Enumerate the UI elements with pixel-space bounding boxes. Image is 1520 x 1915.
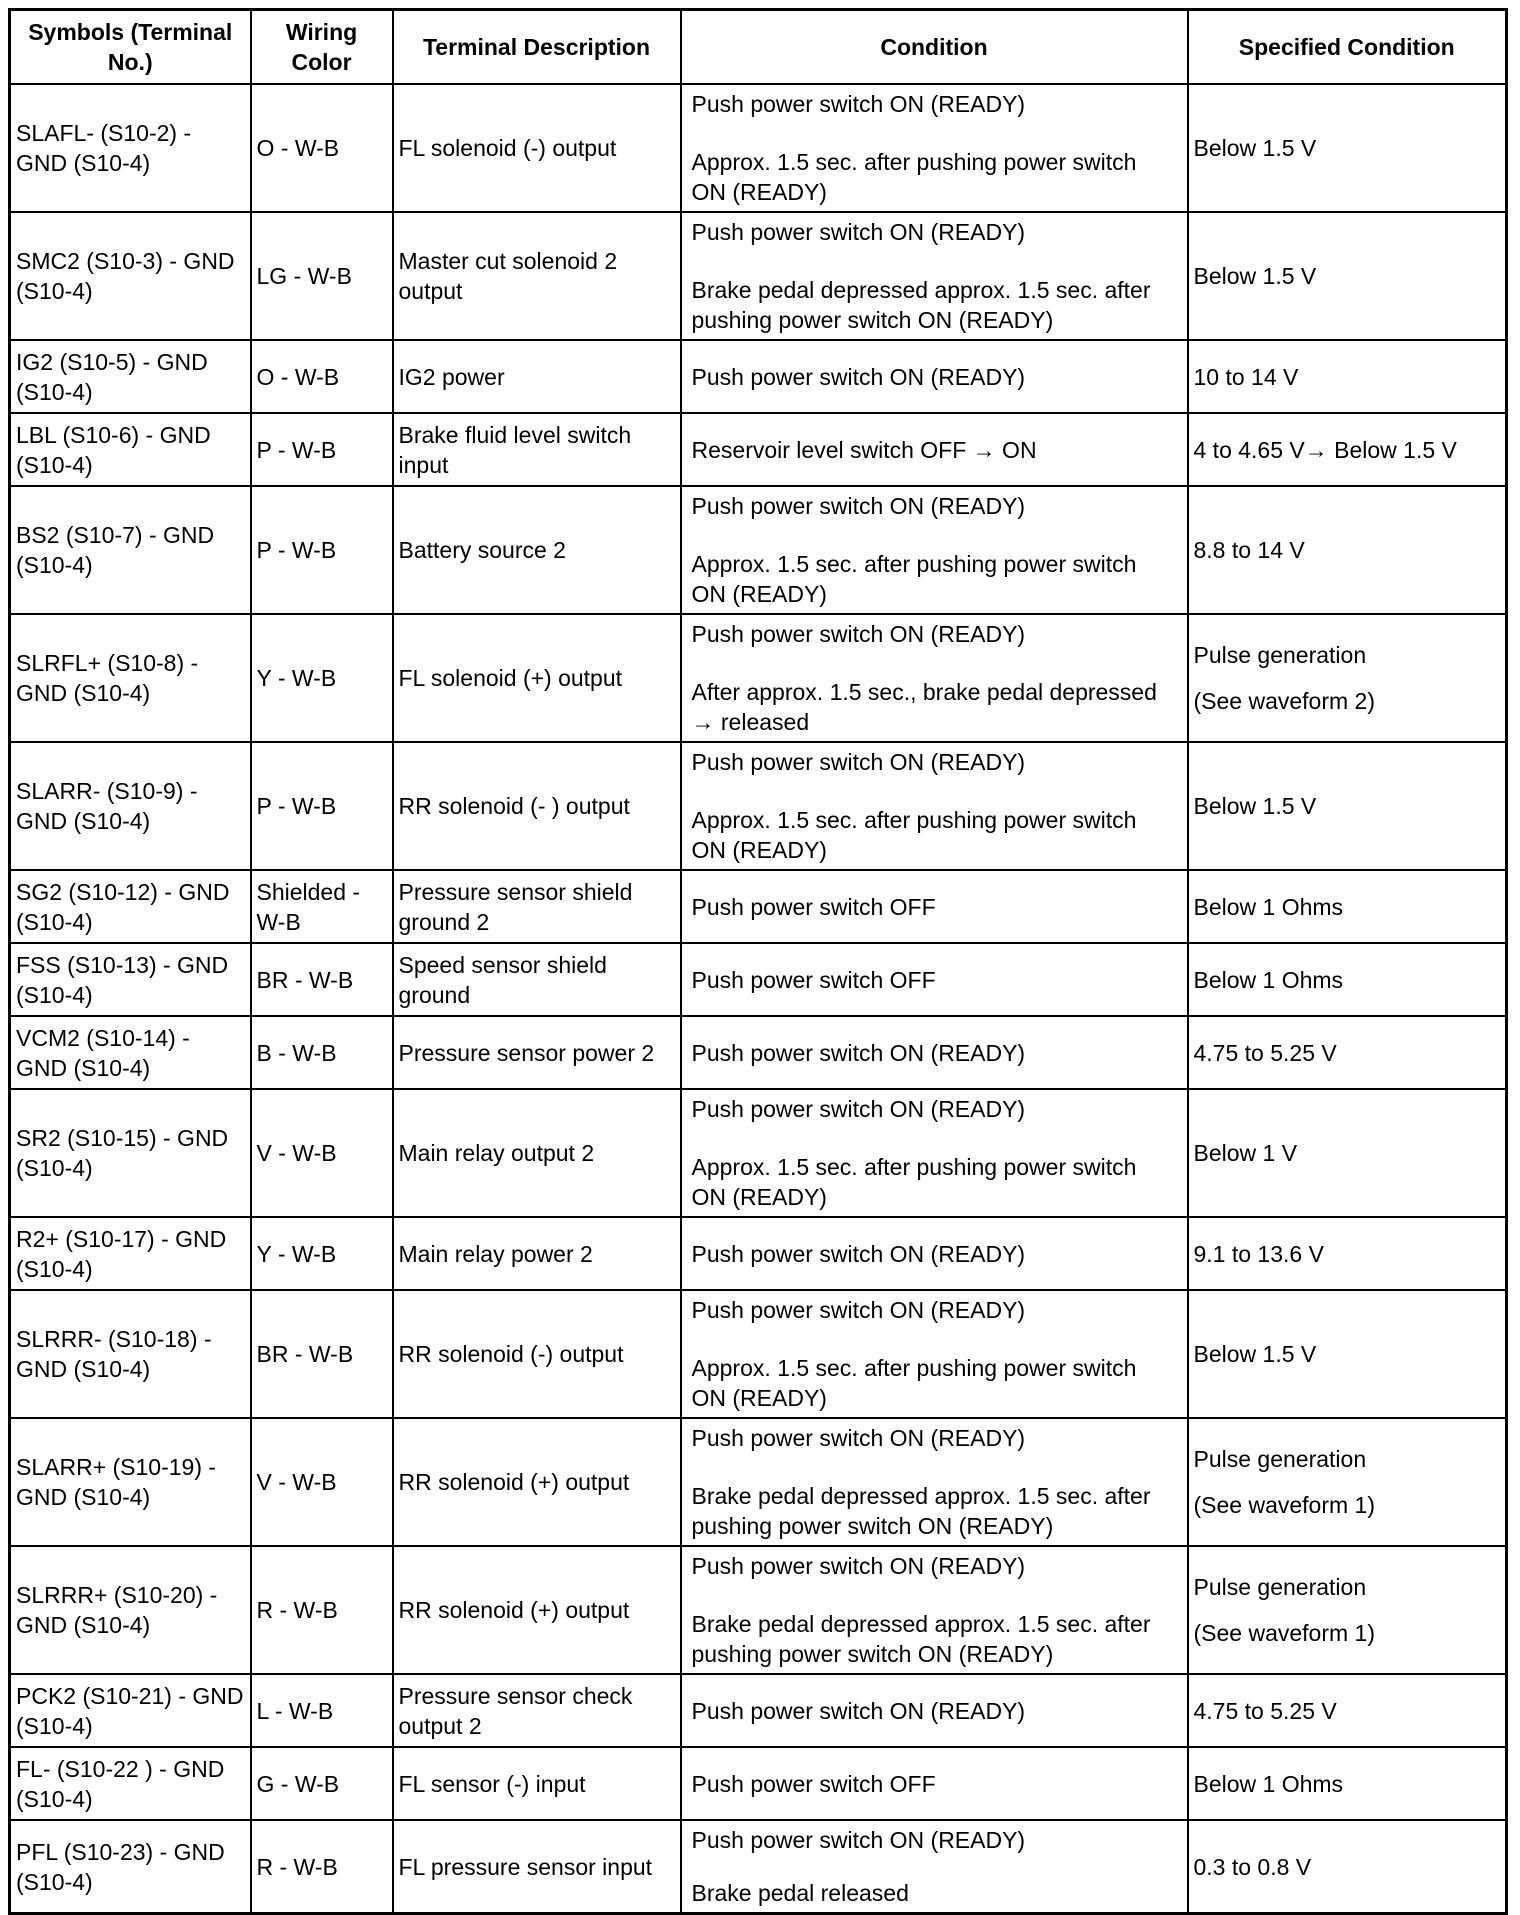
cell-specified-condition bbox=[1188, 870, 1507, 943]
cell-condition bbox=[681, 742, 1188, 870]
cell-symbol: PFL (S10-23) - GND (S10-4) bbox=[10, 1820, 251, 1914]
cell-symbol: BS2 (S10-7) - GND (S10-4) bbox=[10, 486, 251, 614]
cell-terminal-description: FL solenoid (-) output bbox=[393, 84, 681, 212]
cell-specified-condition bbox=[1188, 1747, 1507, 1820]
header-symbols: Symbols (Terminal No.) bbox=[10, 10, 251, 85]
cell-terminal-description: Pressure sensor check output 2 bbox=[393, 1674, 681, 1747]
cell-terminal-description: IG2 power bbox=[393, 340, 681, 413]
cell-condition bbox=[681, 1418, 1188, 1546]
condition-lines bbox=[687, 1549, 1182, 1671]
cell-specified-condition bbox=[1188, 1089, 1507, 1217]
terminal-spec-document bbox=[8, 8, 1505, 1915]
cell-wiring-color: Shielded - W-B bbox=[251, 870, 393, 943]
header-terminal-description: Terminal Description bbox=[393, 10, 681, 85]
condition-line: Brake pedal released bbox=[691, 1880, 909, 1906]
cell-terminal-description: FL solenoid (+) output bbox=[393, 614, 681, 742]
condition-line: Brake pedal depressed approx. 1.5 sec. after pushing power switch ON (READY) bbox=[691, 1483, 1151, 1539]
condition-line: Push power switch ON (READY) bbox=[691, 1297, 1026, 1323]
condition-lines bbox=[687, 745, 1182, 867]
condition-line: Reservoir level switch OFF → ON bbox=[691, 436, 1037, 463]
table-body bbox=[10, 84, 1507, 1914]
condition-line: Brake pedal depressed approx. 1.5 sec. after pushing power switch ON (READY) bbox=[691, 277, 1151, 333]
cell-specified-condition bbox=[1188, 1290, 1507, 1418]
cell-condition bbox=[681, 943, 1188, 1016]
condition-lines bbox=[687, 1823, 1182, 1910]
specified-line: 10 to 14 V bbox=[1193, 363, 1299, 390]
table-row bbox=[10, 742, 1507, 870]
cell-condition bbox=[681, 1016, 1188, 1089]
cell-symbol: FL- (S10-22 ) - GND (S10-4) bbox=[10, 1747, 251, 1820]
header-wiring-color: Wiring Color bbox=[251, 10, 393, 85]
cell-terminal-description: Main relay power 2 bbox=[393, 1217, 681, 1290]
condition-line: Push power switch OFF bbox=[691, 966, 936, 993]
cell-wiring-color: B - W-B bbox=[251, 1016, 393, 1089]
cell-symbol: VCM2 (S10-14) - GND (S10-4) bbox=[10, 1016, 251, 1089]
cell-condition bbox=[681, 486, 1188, 614]
cell-symbol: SLRRR+ (S10-20) - GND (S10-4) bbox=[10, 1546, 251, 1674]
condition-lines bbox=[687, 946, 1182, 1013]
condition-line: Approx. 1.5 sec. after pushing power switch ON (READY) bbox=[691, 1154, 1137, 1210]
condition-line: Push power switch ON (READY) bbox=[691, 493, 1026, 519]
cell-symbol: IG2 (S10-5) - GND (S10-4) bbox=[10, 340, 251, 413]
specified-line: Below 1 Ohms bbox=[1193, 893, 1344, 920]
cell-wiring-color: P - W-B bbox=[251, 413, 393, 486]
condition-line: Push power switch ON (READY) bbox=[691, 91, 1026, 117]
specified-line: Below 1 V bbox=[1193, 1140, 1298, 1166]
cell-terminal-description: Brake fluid level switch input bbox=[393, 413, 681, 486]
cell-condition bbox=[681, 1820, 1188, 1914]
cell-specified-condition bbox=[1188, 742, 1507, 870]
cell-wiring-color: Y - W-B bbox=[251, 614, 393, 742]
cell-terminal-description: RR solenoid (+) output bbox=[393, 1418, 681, 1546]
specified-line: Below 1 Ohms bbox=[1193, 1770, 1344, 1797]
condition-line: Push power switch ON (READY) bbox=[691, 621, 1026, 647]
header-condition: Condition bbox=[681, 10, 1188, 85]
cell-symbol: PCK2 (S10-21) - GND (S10-4) bbox=[10, 1674, 251, 1747]
cell-wiring-color: V - W-B bbox=[251, 1089, 393, 1217]
cell-wiring-color: R - W-B bbox=[251, 1546, 393, 1674]
cell-specified-condition bbox=[1188, 1217, 1507, 1290]
cell-wiring-color: Y - W-B bbox=[251, 1217, 393, 1290]
condition-line: Push power switch ON (READY) bbox=[691, 1553, 1026, 1579]
cell-specified-condition bbox=[1188, 84, 1507, 212]
condition-lines bbox=[687, 416, 1182, 483]
specified-line: Below 1.5 V bbox=[1193, 1341, 1317, 1367]
condition-line: Push power switch OFF bbox=[691, 1770, 936, 1797]
condition-lines bbox=[687, 87, 1182, 209]
cell-wiring-color: O - W-B bbox=[251, 340, 393, 413]
condition-line: Push power switch ON (READY) bbox=[691, 1096, 1026, 1122]
table-row bbox=[10, 1418, 1507, 1546]
specified-line: 4 to 4.65 V→ Below 1.5 V bbox=[1193, 436, 1457, 463]
table-row bbox=[10, 1546, 1507, 1674]
condition-line: Push power switch ON (READY) bbox=[691, 1039, 1026, 1066]
condition-lines bbox=[687, 215, 1182, 337]
cell-terminal-description: Master cut solenoid 2 output bbox=[393, 212, 681, 340]
condition-line: Approx. 1.5 sec. after pushing power switch ON (READY) bbox=[691, 1355, 1137, 1411]
cell-specified-condition bbox=[1188, 614, 1507, 742]
specified-line: Below 1.5 V bbox=[1193, 263, 1317, 289]
condition-lines bbox=[687, 489, 1182, 611]
table-row bbox=[10, 340, 1507, 413]
cell-specified-condition bbox=[1188, 413, 1507, 486]
cell-wiring-color: V - W-B bbox=[251, 1418, 393, 1546]
specified-line: 8.8 to 14 V bbox=[1193, 537, 1305, 563]
cell-symbol: FSS (S10-13) - GND (S10-4) bbox=[10, 943, 251, 1016]
cell-terminal-description: Pressure sensor power 2 bbox=[393, 1016, 681, 1089]
cell-symbol: SLAFL- (S10-2) - GND (S10-4) bbox=[10, 84, 251, 212]
table-row bbox=[10, 1747, 1507, 1820]
condition-line: Approx. 1.5 sec. after pushing power switch ON (READY) bbox=[691, 551, 1137, 607]
condition-line: Push power switch ON (READY) bbox=[691, 363, 1026, 390]
specified-line: (See waveform 1) bbox=[1193, 1492, 1376, 1518]
cell-condition bbox=[681, 1546, 1188, 1674]
condition-line: After approx. 1.5 sec., brake pedal depressed → released bbox=[691, 679, 1157, 735]
cell-wiring-color: P - W-B bbox=[251, 486, 393, 614]
condition-line: Push power switch ON (READY) bbox=[691, 1425, 1026, 1451]
header-row bbox=[10, 10, 1507, 85]
cell-symbol: SLRFL+ (S10-8) - GND (S10-4) bbox=[10, 614, 251, 742]
cell-specified-condition bbox=[1188, 340, 1507, 413]
table-row bbox=[10, 1016, 1507, 1089]
cell-condition bbox=[681, 1290, 1188, 1418]
table-row bbox=[10, 870, 1507, 943]
specified-line: Below 1.5 V bbox=[1193, 135, 1317, 161]
specified-line: 9.1 to 13.6 V bbox=[1193, 1240, 1324, 1267]
cell-specified-condition bbox=[1188, 1674, 1507, 1747]
condition-line: Push power switch ON (READY) bbox=[691, 1827, 1026, 1853]
condition-lines bbox=[687, 1220, 1182, 1287]
cell-specified-condition bbox=[1188, 212, 1507, 340]
cell-condition bbox=[681, 1747, 1188, 1820]
cell-wiring-color: P - W-B bbox=[251, 742, 393, 870]
table-row bbox=[10, 1089, 1507, 1217]
cell-wiring-color: G - W-B bbox=[251, 1747, 393, 1820]
specified-line: Pulse generation bbox=[1193, 1574, 1367, 1600]
condition-line: Push power switch ON (READY) bbox=[691, 219, 1026, 245]
cell-terminal-description: RR solenoid (+) output bbox=[393, 1546, 681, 1674]
specified-line: 4.75 to 5.25 V bbox=[1193, 1697, 1337, 1724]
cell-condition bbox=[681, 340, 1188, 413]
table-row bbox=[10, 1674, 1507, 1747]
cell-terminal-description: Main relay output 2 bbox=[393, 1089, 681, 1217]
cell-terminal-description: Pressure sensor shield ground 2 bbox=[393, 870, 681, 943]
condition-line: Approx. 1.5 sec. after pushing power switch ON (READY) bbox=[691, 807, 1137, 863]
specified-line: Below 1 Ohms bbox=[1193, 966, 1344, 993]
cell-symbol: SR2 (S10-15) - GND (S10-4) bbox=[10, 1089, 251, 1217]
condition-line: Approx. 1.5 sec. after pushing power switch ON (READY) bbox=[691, 149, 1137, 205]
cell-condition bbox=[681, 870, 1188, 943]
cell-symbol: R2+ (S10-17) - GND (S10-4) bbox=[10, 1217, 251, 1290]
cell-condition bbox=[681, 1217, 1188, 1290]
table-row bbox=[10, 943, 1507, 1016]
cell-terminal-description: FL pressure sensor input bbox=[393, 1820, 681, 1914]
cell-specified-condition bbox=[1188, 1546, 1507, 1674]
cell-symbol: SLARR+ (S10-19) - GND (S10-4) bbox=[10, 1418, 251, 1546]
cell-condition bbox=[681, 614, 1188, 742]
cell-condition bbox=[681, 84, 1188, 212]
cell-terminal-description: Speed sensor shield ground bbox=[393, 943, 681, 1016]
specified-line: Pulse generation bbox=[1193, 1446, 1367, 1472]
table-header bbox=[10, 10, 1507, 85]
condition-lines bbox=[687, 1750, 1182, 1817]
condition-lines bbox=[687, 343, 1182, 410]
condition-line: Push power switch ON (READY) bbox=[691, 1697, 1026, 1724]
cell-specified-condition bbox=[1188, 943, 1507, 1016]
header-specified-condition: Specified Condition bbox=[1188, 10, 1507, 85]
cell-terminal-description: Battery source 2 bbox=[393, 486, 681, 614]
cell-specified-condition bbox=[1188, 1418, 1507, 1546]
cell-condition bbox=[681, 413, 1188, 486]
table-row bbox=[10, 413, 1507, 486]
cell-terminal-description: RR solenoid (-) output bbox=[393, 1290, 681, 1418]
cell-specified-condition bbox=[1188, 1016, 1507, 1089]
cell-wiring-color: LG - W-B bbox=[251, 212, 393, 340]
cell-wiring-color: BR - W-B bbox=[251, 1290, 393, 1418]
cell-wiring-color: L - W-B bbox=[251, 1674, 393, 1747]
condition-line: Push power switch OFF bbox=[691, 893, 936, 920]
condition-lines bbox=[687, 1421, 1182, 1543]
table-row bbox=[10, 486, 1507, 614]
condition-lines bbox=[687, 873, 1182, 940]
condition-lines bbox=[687, 1019, 1182, 1086]
specified-line: (See waveform 1) bbox=[1193, 1620, 1376, 1646]
table-row bbox=[10, 1217, 1507, 1290]
cell-terminal-description: FL sensor (-) input bbox=[393, 1747, 681, 1820]
table-row bbox=[10, 1290, 1507, 1418]
cell-symbol: SLRRR- (S10-18) - GND (S10-4) bbox=[10, 1290, 251, 1418]
specified-line: Below 1.5 V bbox=[1193, 793, 1317, 819]
cell-wiring-color: R - W-B bbox=[251, 1820, 393, 1914]
cell-terminal-description: RR solenoid (- ) output bbox=[393, 742, 681, 870]
condition-lines bbox=[687, 1677, 1182, 1744]
table-row bbox=[10, 614, 1507, 742]
condition-lines bbox=[687, 617, 1182, 739]
table-row bbox=[10, 212, 1507, 340]
cell-symbol: SG2 (S10-12) - GND (S10-4) bbox=[10, 870, 251, 943]
specified-line: Pulse generation bbox=[1193, 642, 1367, 668]
table-row bbox=[10, 1820, 1507, 1914]
condition-line: Brake pedal depressed approx. 1.5 sec. after pushing power switch ON (READY) bbox=[691, 1611, 1151, 1667]
cell-condition bbox=[681, 212, 1188, 340]
specified-line: (See waveform 2) bbox=[1193, 688, 1376, 714]
cell-symbol: SMC2 (S10-3) - GND (S10-4) bbox=[10, 212, 251, 340]
cell-wiring-color: O - W-B bbox=[251, 84, 393, 212]
cell-specified-condition bbox=[1188, 1820, 1507, 1914]
cell-symbol: SLARR- (S10-9) - GND (S10-4) bbox=[10, 742, 251, 870]
condition-line: Push power switch ON (READY) bbox=[691, 1240, 1026, 1267]
terminal-spec-table bbox=[8, 8, 1508, 1915]
cell-symbol: LBL (S10-6) - GND (S10-4) bbox=[10, 413, 251, 486]
cell-wiring-color: BR - W-B bbox=[251, 943, 393, 1016]
condition-lines bbox=[687, 1293, 1182, 1415]
table-row bbox=[10, 84, 1507, 212]
cell-condition bbox=[681, 1089, 1188, 1217]
condition-lines bbox=[687, 1092, 1182, 1214]
cell-condition bbox=[681, 1674, 1188, 1747]
specified-line: 4.75 to 5.25 V bbox=[1193, 1039, 1337, 1066]
specified-line: 0.3 to 0.8 V bbox=[1193, 1853, 1312, 1880]
condition-line: Push power switch ON (READY) bbox=[691, 749, 1026, 775]
cell-specified-condition bbox=[1188, 486, 1507, 614]
